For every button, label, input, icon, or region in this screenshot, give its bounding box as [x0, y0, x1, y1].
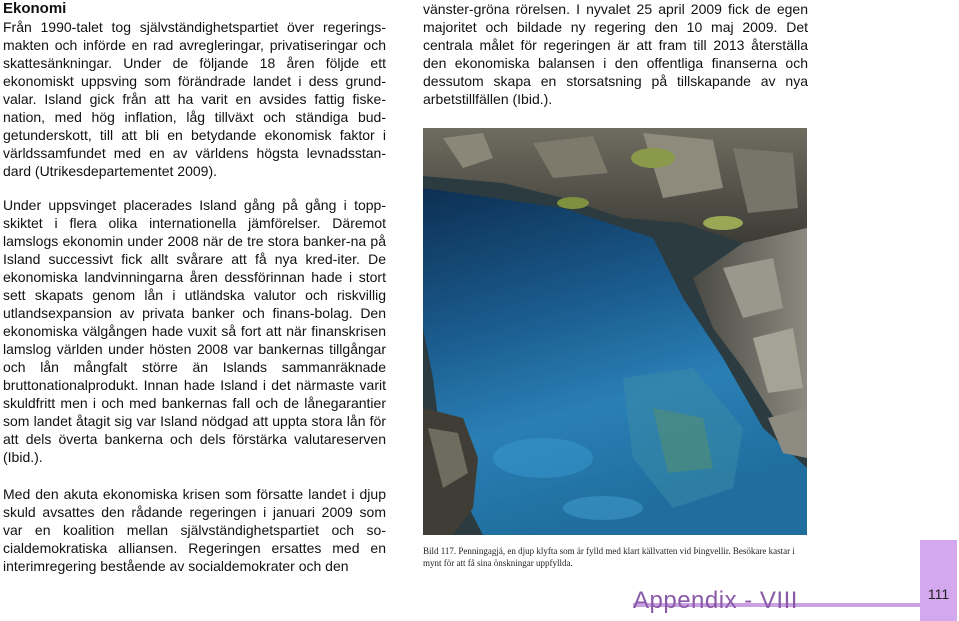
- paragraph-2: Under uppsvinget placerades Island gång på gång i topp-skiktet i flera olika internationella jämförelser. Däremot lamslogs ekonomin under 2008 när de tre stora banker-na på Island successivt fick allt svårare att få nya kred-iter. De ekonomiska landvinningarna åren dessförinnan hade i stort sett skapats genom lån i utländska valutor och riskvillig utlandsexpansion av privata banker och finans-bolag. Den ekonomiska välgången hade vuxit så fort att när finanskrisen lamslog världen under hösten 2008 var bankernas tillgångar och lån mångfalt större än Islands sammanräknade bruttonationalprodukt. Innan hade Island i det närmaste varit skuldfritt men i och med bankernas fall och de lånegarantier som landet åtagit sig var Island nödgad att uppta stora lån för att dels överta bankerna och dels förstärka valutareserven (Ibid.).: [3, 197, 386, 465]
- appendix-label: Appendix - VIII: [633, 587, 798, 614]
- photo-fissure-image: [423, 128, 807, 535]
- paragraph-right: vänster-gröna rörelsen. I nyvalet 25 april 2009 fick de egen majoritet och bildade ny regering den 10 maj 2009. Det centrala målet för regeringen är att fram till 2013 återställa den ekonomiska balansen i den offentliga finanserna och dessutom skapa en storsatsning på tillskapande av nya arbetstillfällen (Ibid.).: [423, 1, 808, 107]
- paragraph-3: Med den akuta ekonomiska krisen som försatte landet i djup skuld avsattes den rådande regeringen i januari 2009 som var en koalition mellan självständighetspartiet och so-cialdemokratiska alliansen. Regeringen ersattes med en interimregering bestående av socialdemokrater och den: [3, 486, 386, 574]
- photo-caption: Bild 117. Penningagjá, en djup klyfta som är fylld med klart källvatten vid Þingvellir. Besökare kastar i mynt för att få sina önskningar uppfyllda.: [423, 546, 795, 568]
- section-heading: Ekonomi: [3, 0, 67, 17]
- page-number-box: [920, 540, 957, 621]
- left-column: [3, 0, 386, 574]
- paragraph-1: Från 1990-talet tog självständighetspartiet över regerings-makten och införde en rad avregleringar, privatiseringar och skattesänkningar. Under de följande 18 åren följde ett ekonomiskt uppsving som förändrade landet i dess grund-valar. Island gick från att ha varit en avsides fattig fiske-nation, med hög inflation, låg tillväxt och ständiga bud-getunderskott, till att bli en betydande ekonomisk faktor i världssamfundet med en av världens högsta levnadsstan-dard (Utrikesdepartementet 2009).: [3, 19, 386, 179]
- page-number: 111: [927, 586, 950, 602]
